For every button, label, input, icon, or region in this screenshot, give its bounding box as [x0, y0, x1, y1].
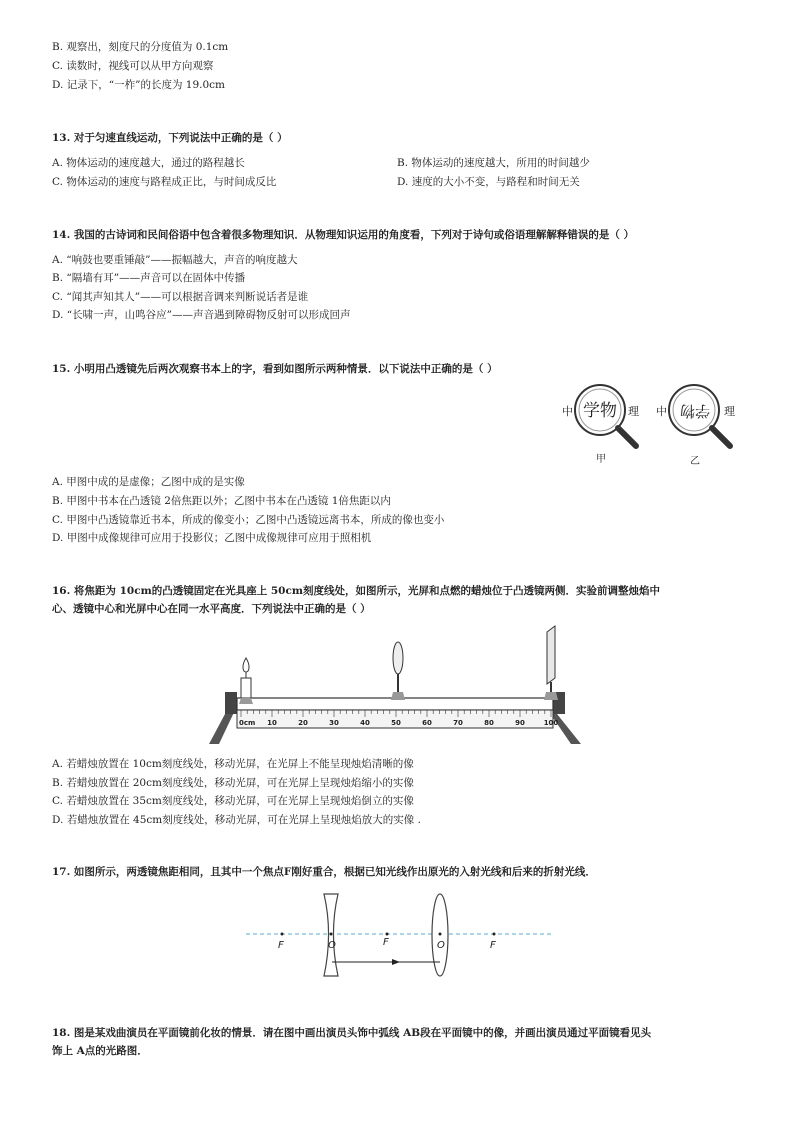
magnifier-jia-left-char: 中: [562, 405, 573, 418]
candle: [239, 658, 253, 704]
optical-bench-figure: [205, 622, 585, 747]
q14-option-c: C. “闻其声知其人”——可以根据音调来判断说话者是谁: [52, 291, 309, 303]
q17-stem: 17. 如图所示，两透镜焦距相同，且其中一个焦点F刚好重合，根据已知光线作出原光的入射光线和后来的折射光线．: [52, 866, 596, 878]
q13-option-a: A. 物体运动的速度越大，通过的路程越长: [52, 157, 245, 169]
light-screen: [544, 626, 558, 700]
q13-option-b: B. 物体运动的速度越大，所用的时间越少: [397, 157, 590, 169]
q14-option-a: A. “响鼓也要重锤敲”——振幅越大，声音的响度越大: [52, 254, 298, 266]
q14-stem: 14. 我国的古诗词和民间俗语中包含着很多物理知识．从物理知识运用的角度看，下列对于诗句或俗语理解解释错误的是（ ）: [52, 229, 635, 241]
label-jia: 甲: [596, 454, 606, 465]
q15-option-a: A. 甲图中成的是虚像；乙图中成的是实像: [52, 476, 245, 488]
label-yi: 乙: [690, 456, 700, 467]
magnifier-jia: [562, 385, 639, 465]
q12-option-b: B. 观察出，刻度尺的分度值为 0.1cm: [52, 41, 229, 53]
q18-stem-line2: 饰上 A点的光路图．: [52, 1045, 148, 1057]
q13-option-d: D. 速度的大小不变，与路程和时间无关: [397, 176, 580, 188]
q16-option-a: A. 若蜡烛放置在 10cm刻度线处，移动光屏，在光屏上不能呈现烛焰清晰的像: [52, 758, 414, 770]
ruler-label: 70: [453, 719, 463, 727]
q16-option-c: C. 若蜡烛放置在 35cm刻度线处，移动光屏，可在光屏上呈现烛焰倒立的实像: [52, 795, 414, 807]
q15-option-c: C. 甲图中凸透镜靠近书本，所成的像变小；乙图中凸透镜远离书本，所成的像也变小: [52, 514, 445, 526]
ruler-label: 100: [543, 719, 559, 727]
magnifier-jia-right-char: 理: [628, 405, 639, 418]
ruler-label: 80: [484, 719, 494, 727]
ruler-label: 50: [391, 719, 401, 727]
ruler-label: 20: [298, 719, 308, 727]
convex-lens: [391, 642, 405, 700]
magnifier-yi: [656, 385, 735, 467]
q15-stem: 15. 小明用凸透镜先后两次观察书本上的字，看到如图所示两种情景．以下说法中正确的是（ ）: [52, 363, 498, 375]
label-o1: O: [328, 940, 336, 951]
q13-option-c: C. 物体运动的速度与路程成正比，与时间成反比: [52, 176, 277, 188]
bench-left-block: [225, 692, 237, 714]
magnifier-yi-inverted-text: 学物: [679, 402, 710, 420]
ruler-label: 40: [360, 719, 370, 727]
q18-stem-line1: 18. 图是某戏曲演员在平面镜前化妆的情景．请在图中画出演员头饰中弧线 AB段在平面镜中的像，并画出演员通过平面镜看见头: [52, 1027, 652, 1039]
q15-option-b: B. 甲图中书本在凸透镜 2倍焦距以外；乙图中书本在凸透镜 1倍焦距以内: [52, 495, 391, 507]
magnifier-figure: [556, 380, 756, 470]
ruler-label: 30: [329, 719, 339, 727]
q16-option-d: D. 若蜡烛放置在 45cm刻度线处，移动光屏，可在光屏上呈现烛焰放大的实像 .: [52, 814, 421, 826]
label-f1: F: [278, 940, 284, 951]
q14-option-b: B. “隔墙有耳”——声音可以在固体中传播: [52, 272, 246, 284]
ruler-label: 60: [422, 719, 432, 727]
magnifier-yi-left-char: 中: [656, 405, 667, 418]
q12-option-c: C. 读数时，视线可以从甲方向观察: [52, 60, 214, 72]
q16-option-b: B. 若蜡烛放置在 20cm刻度线处，移动光屏，可在光屏上呈现烛焰缩小的实像: [52, 777, 414, 789]
ruler-label: 0cm: [239, 719, 256, 727]
q12-option-d: D. 记录下，“一柞”的长度为 19.0cm: [52, 79, 226, 91]
q14-option-d: D. “长啸一声，山鸣谷应”——声音遇到障碍物反射可以形成回声: [52, 309, 351, 321]
two-lens-figure: [240, 890, 560, 980]
label-f3: F: [490, 940, 496, 951]
q16-stem-line1: 16. 将焦距为 10cm的凸透镜固定在光具座上 50cm刻度线处，如图所示，光屏和点燃的蜡烛位于凸透镜两侧．实验前调整烛焰中: [52, 585, 660, 597]
ruler-label: 10: [267, 719, 277, 727]
q15-option-d: D. 甲图中成像规律可应用于投影仪；乙图中成像规律可应用于照相机: [52, 532, 372, 544]
q16-stem-line2: 心、透镜中心和光屏中心在同一水平高度．下列说法中正确的是（ ）: [52, 603, 371, 615]
ray-arrow: [392, 959, 400, 965]
label-o2: O: [437, 940, 445, 951]
q13-stem: 13. 对于匀速直线运动，下列说法中正确的是（ ）: [52, 132, 288, 144]
label-f2: F: [383, 937, 389, 948]
magnifier-yi-right-char: 理: [724, 405, 735, 418]
ruler-label: 90: [515, 719, 525, 727]
magnifier-jia-big-text: 学物: [583, 401, 617, 421]
